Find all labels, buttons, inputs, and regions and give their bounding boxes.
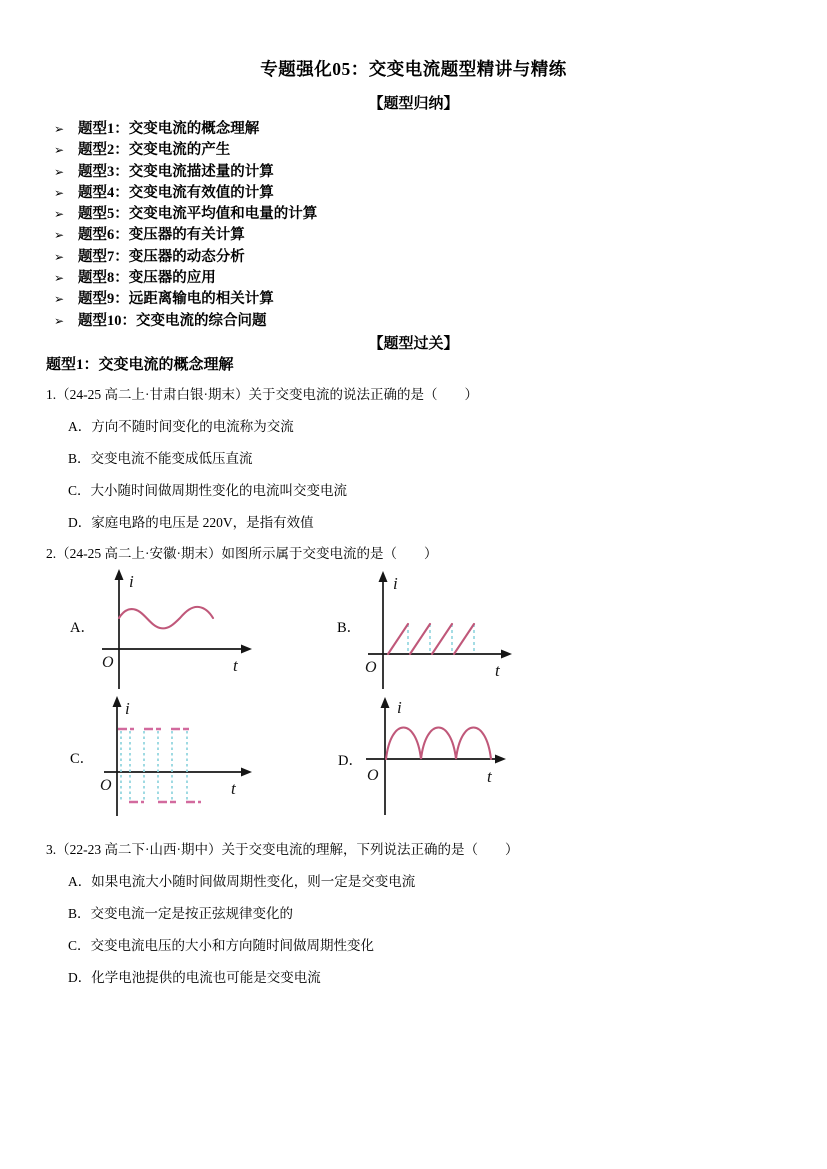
outline-item-label: 题型6：变压器的有关计算 [78,227,245,244]
outline-item-label: 题型1：交变电流的概念理解 [78,121,260,137]
question-1-option-a: A．方向不随时间变化的电流称为交流 [68,418,294,434]
question-1-option-b: B．交变电流不能变成低压直流 [68,450,253,466]
question-2-stem: 2.（24-25 高二上·安徽·期末）如图所示属于交变电流的是（ ） [46,545,438,561]
outline-item-label: 题型5：交变电流平均值和电量的计算 [78,206,318,223]
x-axis-arrow-icon [501,649,512,658]
graph-a-current-vs-time [100,567,262,695]
y-axis-arrow-icon [381,697,390,708]
y-axis-label: i [125,698,130,718]
graph-d-current-vs-time [350,693,525,823]
page-title: 专题强化05：交变电流题型精讲与精练 [260,59,567,79]
x-axis-arrow-icon [241,644,252,653]
graph-a-label: A． [70,619,95,636]
x-axis-label: t [231,778,236,798]
question-2-graph-options [0,563,827,835]
x-axis-arrow-icon [495,754,506,763]
outline-item [54,247,827,268]
arrow-bullet-icon: ➢ [54,292,65,307]
outline-item [54,311,827,332]
outline-item [54,183,827,204]
subsection-title: 题型1：交变电流的概念理解 [46,356,234,373]
question-3-option-d: D．化学电池提供的电流也可能是交变电流 [68,969,321,985]
outline-item [54,162,827,183]
arrow-bullet-icon: ➢ [54,164,65,179]
outline-item-label: 题型2：交变电流的产生 [78,142,231,159]
arrow-bullet-icon: ➢ [54,228,65,243]
x-axis-arrow-icon [241,767,252,776]
question-1-option-d: D．家庭电路的电压是 220V，是指有效值 [68,514,314,530]
graph-c-current-vs-time [100,694,262,822]
y-axis-arrow-icon [113,696,122,707]
outline-item [54,268,827,289]
outline-item-label: 题型8：变压器的应用 [78,270,216,287]
arrow-bullet-icon: ➢ [54,185,65,200]
arrow-bullet-icon: ➢ [54,249,65,264]
y-axis-arrow-icon [115,569,124,580]
topic-outline [54,119,827,332]
graph-b-label: B． [337,619,362,636]
y-axis-arrow-icon [379,571,388,582]
y-axis-label: i [393,573,398,593]
outline-item-label: 题型10：交变电流的综合问题 [78,312,267,329]
arrow-bullet-icon: ➢ [54,271,65,286]
origin-label: O [365,658,377,676]
outline-item [54,289,827,310]
outline-item-label: 题型3：交变电流描述量的计算 [78,163,274,180]
arrow-bullet-icon: ➢ [54,207,65,222]
question-1-option-c: C．大小随时间做周期性变化的电流叫交变电流 [68,482,348,498]
question-3-option-a: A．如果电流大小随时间做周期性变化，则一定是交变电流 [68,873,416,889]
graph-d-waveform [386,727,491,759]
outline-item-label: 题型4：交变电流有效值的计算 [78,184,274,201]
arrow-bullet-icon: ➢ [54,143,65,158]
graph-d-label: D． [338,752,363,769]
outline-item-label: 题型9：远距离输电的相关计算 [78,291,274,308]
arrow-bullet-icon: ➢ [54,313,65,328]
outline-item [54,140,827,161]
outline-item [54,119,827,140]
section-header-summary: 【题型归纳】 [368,96,459,112]
graph-c-label: C． [70,750,95,767]
question-1-stem: 1.（24-25 高二上·甘肃白银·期末）关于交变电流的说法正确的是（ ） [46,386,478,402]
x-axis-label: t [487,766,492,786]
outline-item [54,225,827,246]
graph-b-current-vs-time [362,569,524,697]
graph-a-waveform [119,607,213,629]
y-axis-label: i [129,571,134,591]
question-3-option-b: B．交变电流一定是按正弦规律变化的 [68,905,294,921]
question-3-option-c: C．交变电流电压的大小和方向随时间做周期性变化 [68,937,375,953]
y-axis-label: i [397,697,402,717]
x-axis-label: t [233,655,238,675]
graph-b-waveform [388,624,474,654]
outline-item-label: 题型7：变压器的动态分析 [78,248,245,265]
section-header-practice: 【题型过关】 [368,335,459,352]
outline-item [54,204,827,225]
origin-label: O [367,766,379,784]
origin-label: O [100,776,112,794]
question-3-stem: 3.（22-23 高二下·山西·期中）关于交变电流的理解，下列说法正确的是（ ） [46,841,519,857]
x-axis-label: t [495,660,500,680]
arrow-bullet-icon: ➢ [54,122,65,136]
origin-label: O [102,653,114,671]
